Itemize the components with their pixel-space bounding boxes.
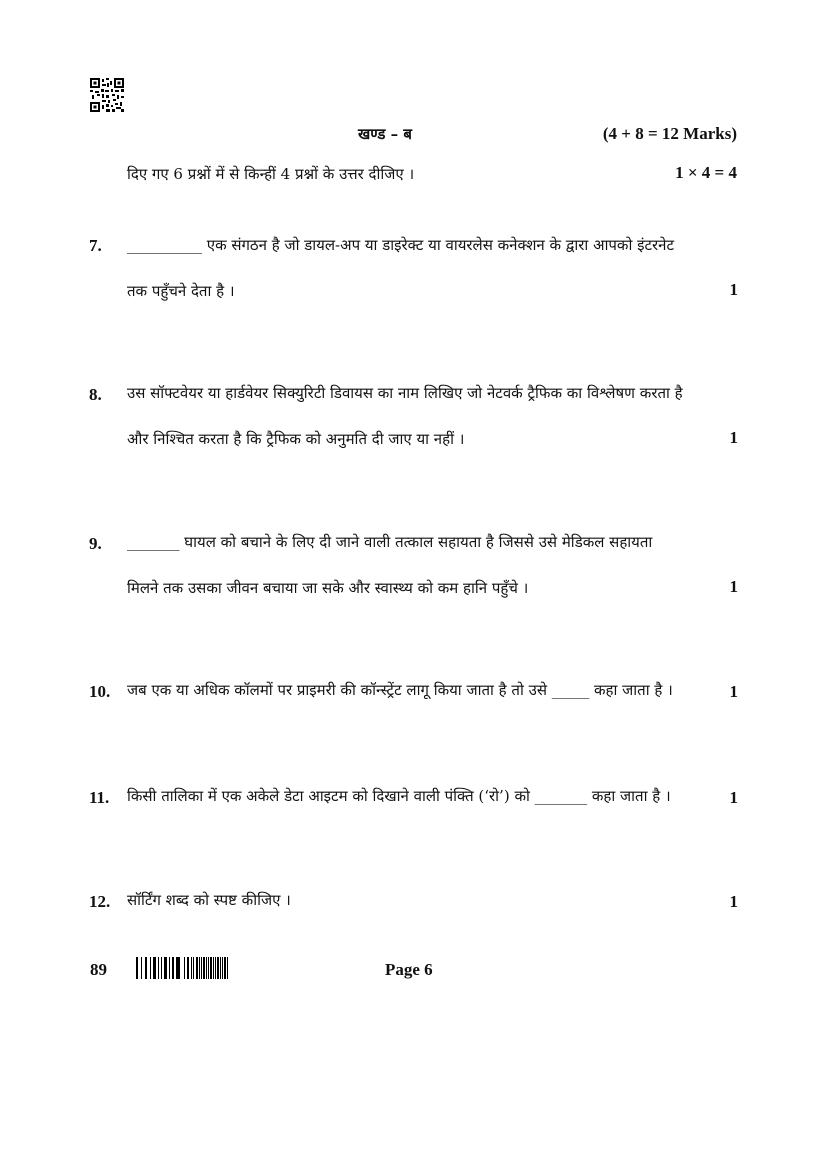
question-number: 7. <box>89 236 102 255</box>
question-number: 11. <box>89 788 110 807</box>
question-marks: 1 <box>729 280 738 299</box>
question-line: जब एक या अधिक कॉलमों पर प्राइमरी की कॉन्स्ट्रेंट लागू किया जाता है तो उसे _____ कहा जाता है । <box>127 681 673 699</box>
question-text <box>127 222 717 314</box>
question-line: तक पहुँचने देता है । <box>127 282 235 300</box>
question-number: 8. <box>89 385 102 404</box>
question-marks: 1 <box>729 428 738 447</box>
question-line: और निश्चित करता है कि ट्रैफिक को अनुमति दी जाए या नहीं । <box>127 430 465 448</box>
question-number: 12. <box>89 892 111 911</box>
question-text <box>127 370 717 462</box>
instruction-text: दिए गए 6 प्रश्नों में से किन्हीं 4 प्रश्नों के उत्तर दीजिए । <box>127 165 415 183</box>
question-text <box>127 877 717 923</box>
page-number: Page 6 <box>385 960 433 979</box>
barcode-icon <box>136 957 228 979</box>
question-text <box>127 773 717 819</box>
question-number: 10. <box>89 682 111 701</box>
question-line: किसी तालिका में एक अकेले डेटा आइटम को दिखाने वाली पंक्ति (‘रो’) को _______ कहा जाता है । <box>127 787 671 805</box>
question-marks: 1 <box>729 788 738 807</box>
question-text <box>127 667 717 713</box>
qr-code-icon <box>90 78 124 112</box>
question-text <box>127 519 717 611</box>
question-marks: 1 <box>729 892 738 911</box>
question-line: उस सॉफ्टवेयर या हार्डवेयर सिक्युरिटी डिवायस का नाम लिखिए जो नेटवर्क ट्रैफिक का विश्लेषण करता है <box>127 384 683 402</box>
section-title: खण्ड – ब <box>358 125 412 143</box>
question-line: सॉर्टिंग शब्द को स्पष्ट कीजिए । <box>127 891 291 909</box>
question-marks: 1 <box>729 682 738 701</box>
section-marks: (4 + 8 = 12 Marks) <box>602 124 737 143</box>
instruction-marks: 1 × 4 = 4 <box>675 163 737 182</box>
question-line: _______ घायल को बचाने के लिए दी जाने वाली तत्काल सहायता है जिससे उसे मेडिकल सहायता <box>127 533 653 551</box>
question-marks: 1 <box>729 577 738 596</box>
paper-code: 89 <box>90 960 107 979</box>
question-number: 9. <box>89 534 102 553</box>
question-line: मिलने तक उसका जीवन बचाया जा सके और स्वास्थ्य को कम हानि पहुँचे । <box>127 579 529 597</box>
question-line: __________ एक संगठन है जो डायल-अप या डाइरेक्ट या वायरलेस कनेक्शन के द्वारा आपको इंटरनेट <box>127 236 675 254</box>
